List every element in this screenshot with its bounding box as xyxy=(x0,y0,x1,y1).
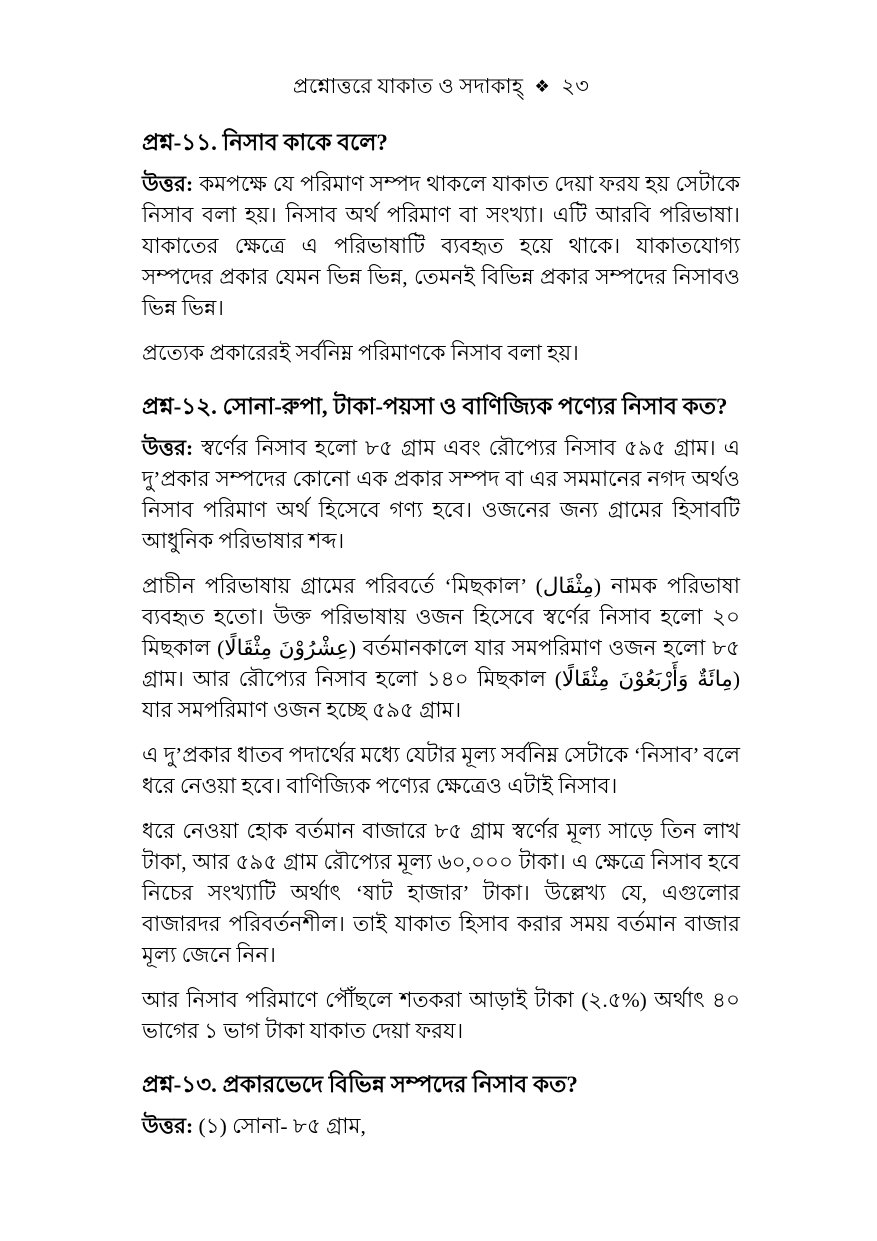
running-header xyxy=(142,70,740,105)
qa-section-11 xyxy=(142,127,740,369)
answer-paragraph xyxy=(142,169,740,324)
qa-section-12 xyxy=(142,391,740,1047)
answer-paragraph: প্রত্যেক প্রকারেরই সর্বনিম্ন পরিমাণকে নিসাব বলা হয়। xyxy=(142,341,579,365)
question-heading: প্রশ্ন-১৩. প্রকারভেদে বিভিন্ন সম্পদের নিসাব কত? xyxy=(142,1072,578,1097)
question-heading: প্রশ্ন-১২. সোনা-রুপা, টাকা-পয়সা ও বাণিজ্যিক পণ্যের নিসাব কত? xyxy=(142,394,728,419)
answer-text: কমপক্ষে যে পরিমাণ সম্পদ থাকলে যাকাত দেয়া ফরয হয় সেটাকে নিসাব বলা হয়। নিসাব অর্থ পরিমাণ বা সংখ্যা। এটি আরবি পরিভাষা। যাকাতের ক্ষেত্রে এ পরিভাষাটি ব্যবহৃত হয়ে থাকে। যাকাতযোগ্য সম্পদের প্রকার যেমন ভিন্ন ভিন্ন, তেমনই বিভিন্ন প্রকার সম্পদের নিসাবও ভিন্ন ভিন্ন। xyxy=(142,172,741,320)
question-heading: প্রশ্ন-১১. নিসাব কাকে বলে? xyxy=(142,130,388,155)
answer-label: উত্তর: xyxy=(142,436,194,460)
answer-text: স্বর্ণের নিসাব হলো ৮৫ গ্রাম এবং রৌপ্যের নিসাব ৫৯৫ গ্রাম। এ দু’প্রকার সম্পদের কোনো এক প্রকার সম্পদ বা এর সমমানের নগদ অর্থও নিসাব পরিমাণ অর্থ হিসেবে গণ্য হবে। ওজনের জন্য গ্রামের হিসাবটি আধুনিক পরিভাষার শব্দ। xyxy=(142,436,740,553)
diamond-separator-icon: ❖ xyxy=(534,77,550,96)
answer-paragraph xyxy=(142,433,740,557)
book-title: প্রশ্নোত্তরে যাকাত ও সদাকাহ্ xyxy=(292,74,524,98)
answer-text: (১) সোনা- ৮৫ গ্রাম, xyxy=(198,1114,366,1138)
answer-paragraph: প্রাচীন পরিভাষায় গ্রামের পরিবর্তে ‘মিছকাল’ (مِثْقَال) নামক পরিভাষা ব্যবহৃত হতো। উক্ত পরিভাষায় ওজন হিসেবে স্বর্ণের নিসাব হলো ২০ মিছকাল (عِشْرُوْنَ مِثْقَالًا) বর্তমানকালে যার সমপরিমাণ ওজন হলো ৮৫ গ্রাম। আর রৌপ্যের নিসাব হলো ১৪০ মিছকাল (مِائَةٌ وَأَرْبَعُوْنَ مِثْقَالًا) যার সমপরিমাণ ওজন হচ্ছে ৫৯৫ গ্রাম। xyxy=(142,574,740,722)
answer-label: উত্তর: xyxy=(142,1114,194,1138)
answer-label: উত্তর: xyxy=(142,172,194,196)
answer-paragraph xyxy=(142,1111,740,1142)
qa-section-13 xyxy=(142,1069,740,1142)
page-number: ২৩ xyxy=(561,74,590,98)
answer-paragraph: ধরে নেওয়া হোক বর্তমান বাজারে ৮৫ গ্রাম স্বর্ণের মূল্য সাড়ে তিন লাখ টাকা, আর ৫৯৫ গ্রাম রৌপ্যের মূল্য ৬০,০০০ টাকা। এ ক্ষেত্রে নিসাব হবে নিচের সংখ্যাটি অর্থাৎ ‘ষাট হাজার’ টাকা। উল্লেখ্য যে, এগুলোর বাজারদর পরিবর্তনশীল। তাই যাকাত হিসাব করার সময় বর্তমান বাজার মূল্য জেনে নিন। xyxy=(142,819,740,967)
answer-paragraph: এ দু’প্রকার ধাতব পদার্থের মধ্যে যেটার মূল্য সর্বনিম্ন সেটাকে ‘নিসাব’ বলে ধরে নেওয়া হবে। বাণিজ্যিক পণ্যের ক্ষেত্রেও এটাই নিসাব। xyxy=(142,743,740,798)
answer-paragraph: আর নিসাব পরিমাণে পৌঁছলে শতকরা আড়াই টাকা (২.৫%) অর্থাৎ ৪০ ভাগের ১ ভাগ টাকা যাকাত দেয়া ফরয। xyxy=(142,988,740,1043)
